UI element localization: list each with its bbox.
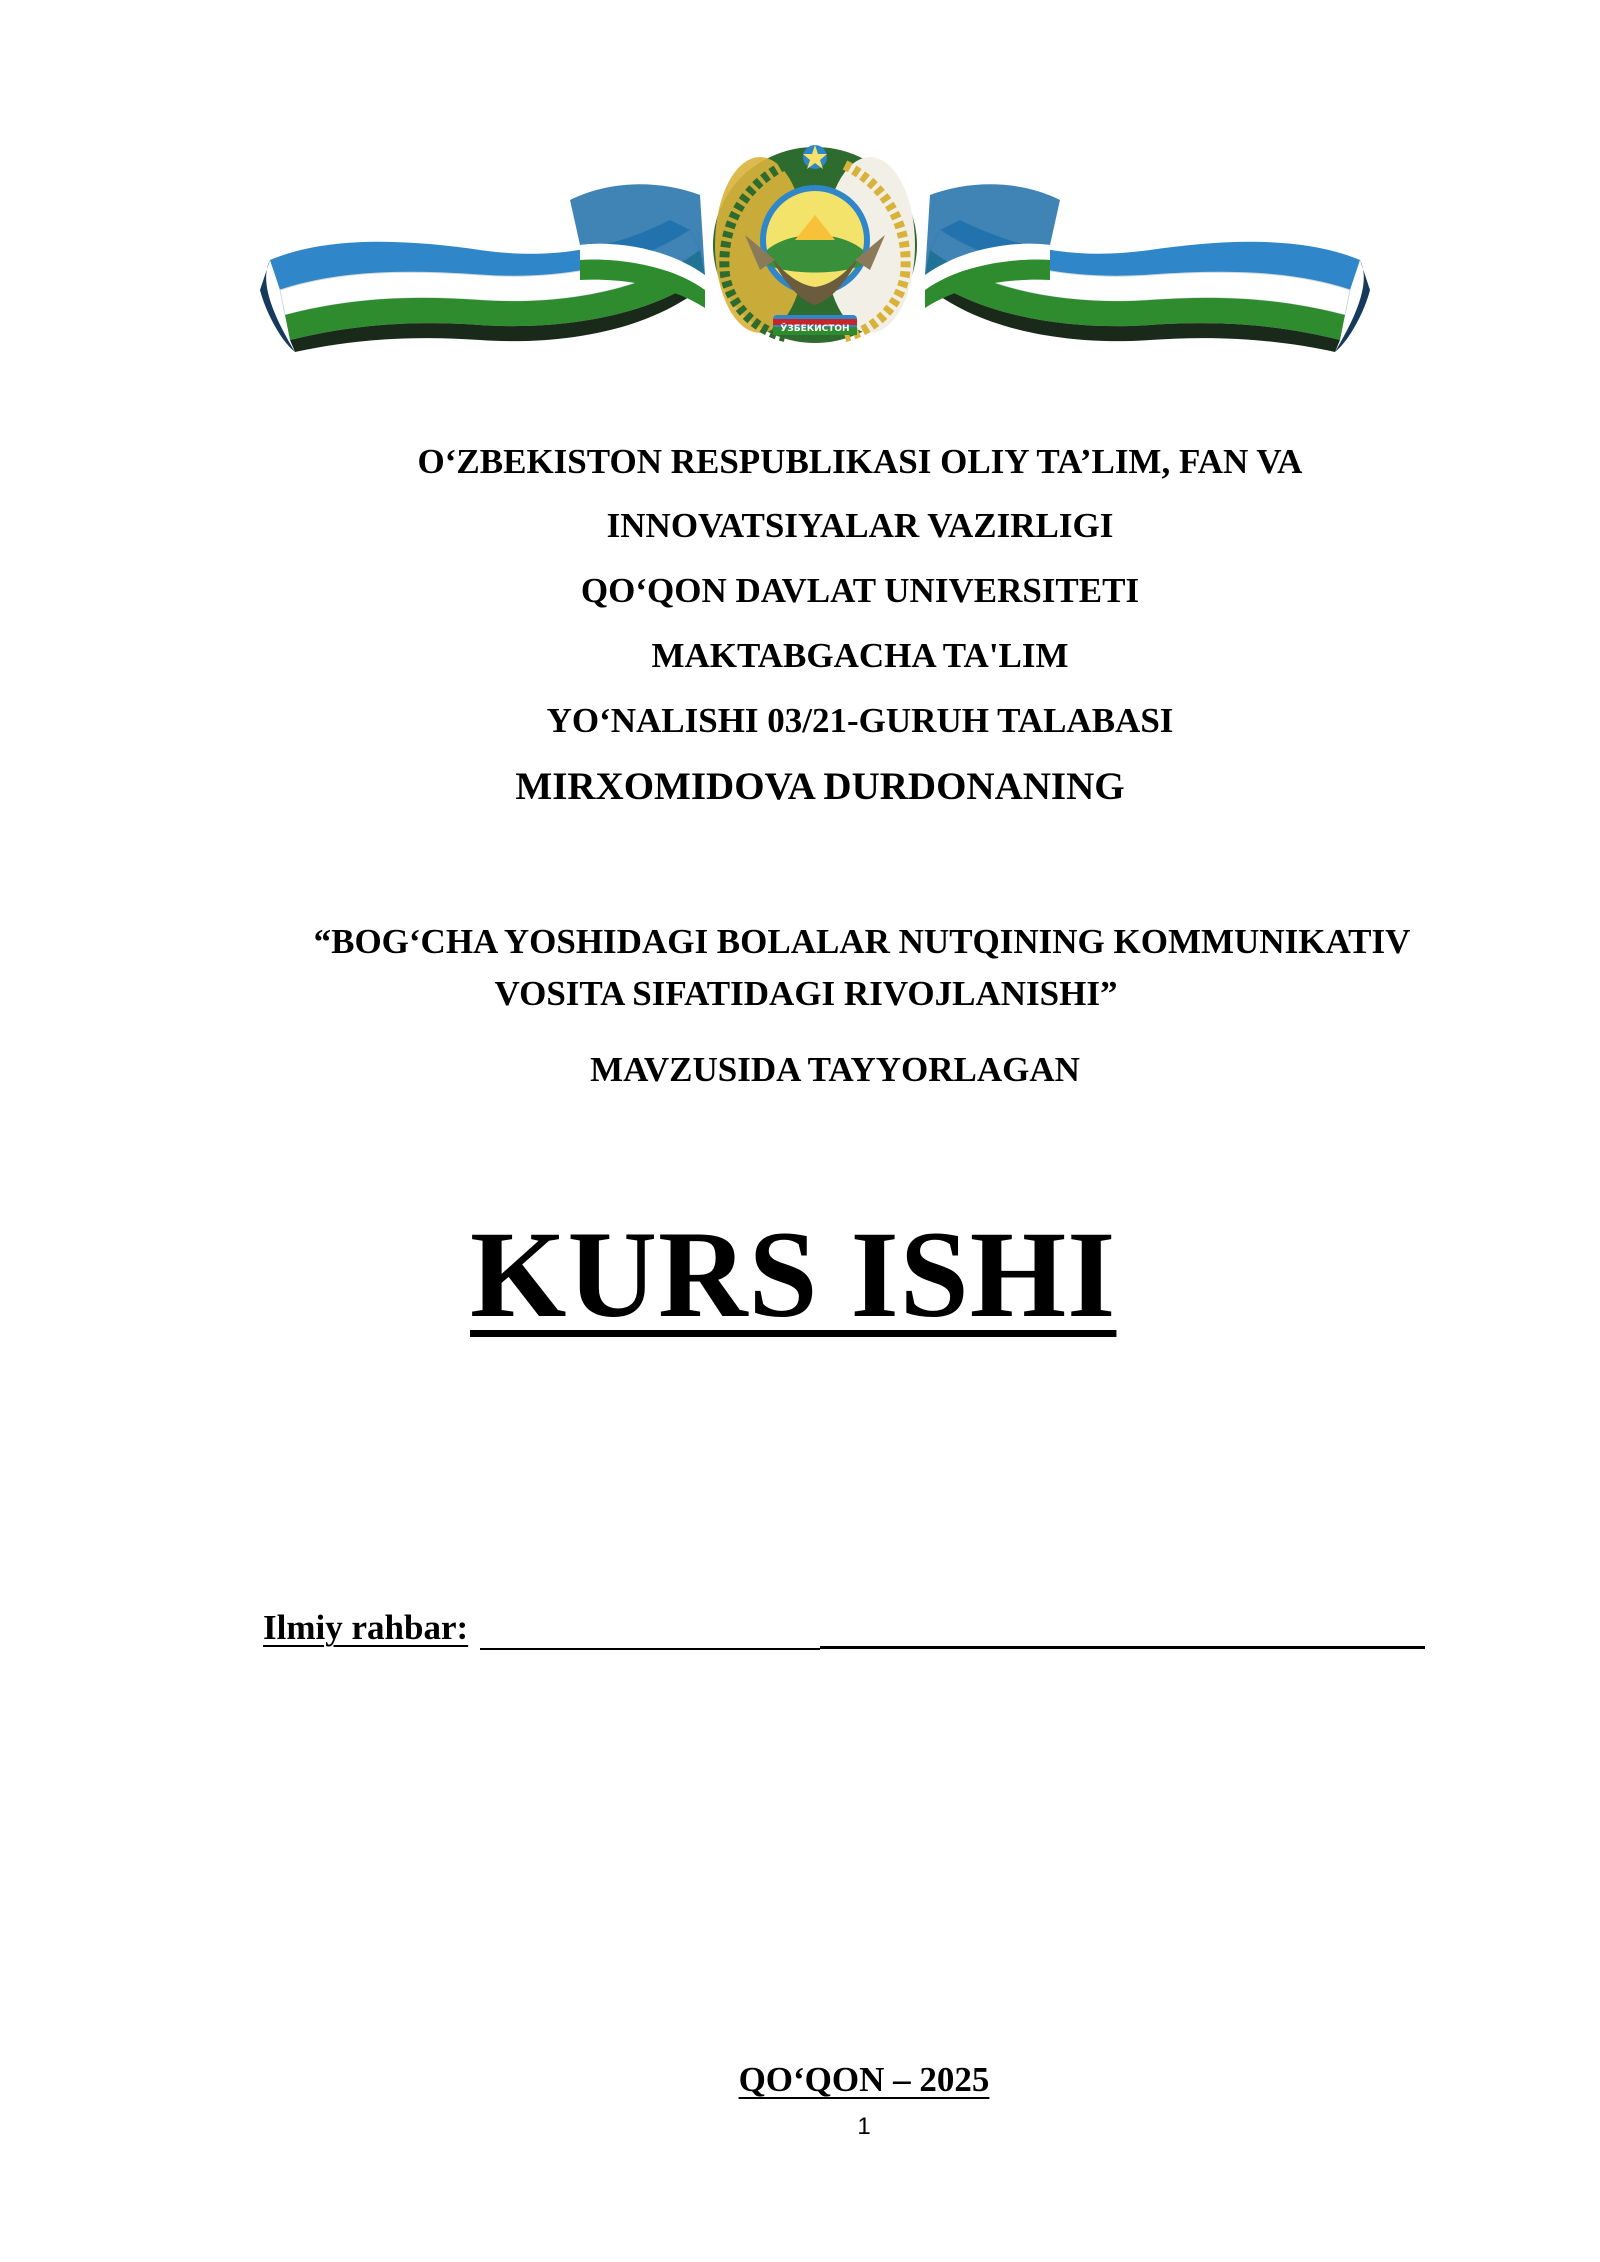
flag-ribbon-right [925, 184, 1370, 352]
document-type-title: KURS ISHI [470, 1206, 1117, 1343]
ministry-title-line-1: O‘ZBEKISTON RESPUBLIKASI OLIY TA’LIM, FAN VA [417, 442, 1303, 481]
university-name: QO‘QON DAVLAT UNIVERSITETI [580, 571, 1140, 610]
student-name: MIRXOMIDOVA DURDONANING [515, 765, 1125, 808]
city-year-footer: QO‘QON – 2025 [738, 2060, 990, 2099]
prepared-label: MAVZUSIDA TAYYORLAGAN [590, 1050, 1080, 1089]
faculty-name: MAKTABGACHA TA'LIM [651, 636, 1069, 675]
ministry-title-line-2: INNOVATSIYALAR VAZIRLIGI [606, 506, 1114, 545]
emblem-center [713, 145, 917, 343]
advisor-signature-line [820, 1646, 1425, 1649]
advisor-underline-thin [480, 1648, 820, 1650]
group-info: YO‘NALISHI 03/21-GURUH TALABASI [546, 701, 1174, 740]
topic-line-2: VOSITA SIFATIDAGI RIVOJLANISHI” [494, 974, 1118, 1013]
emblem-seal-text: ЎЗБЕКИСТОН [780, 324, 850, 334]
advisor-label: Ilmiy rahbar: [263, 1608, 469, 1647]
topic-line-1: “BOG‘CHA YOSHIDAGI BOLALAR NUTQINING KOMMUNIKATIV [313, 922, 1411, 961]
state-emblem-icon [250, 140, 1380, 370]
page-number: 1 [857, 2113, 871, 2140]
flag-ribbon-left [260, 184, 705, 352]
